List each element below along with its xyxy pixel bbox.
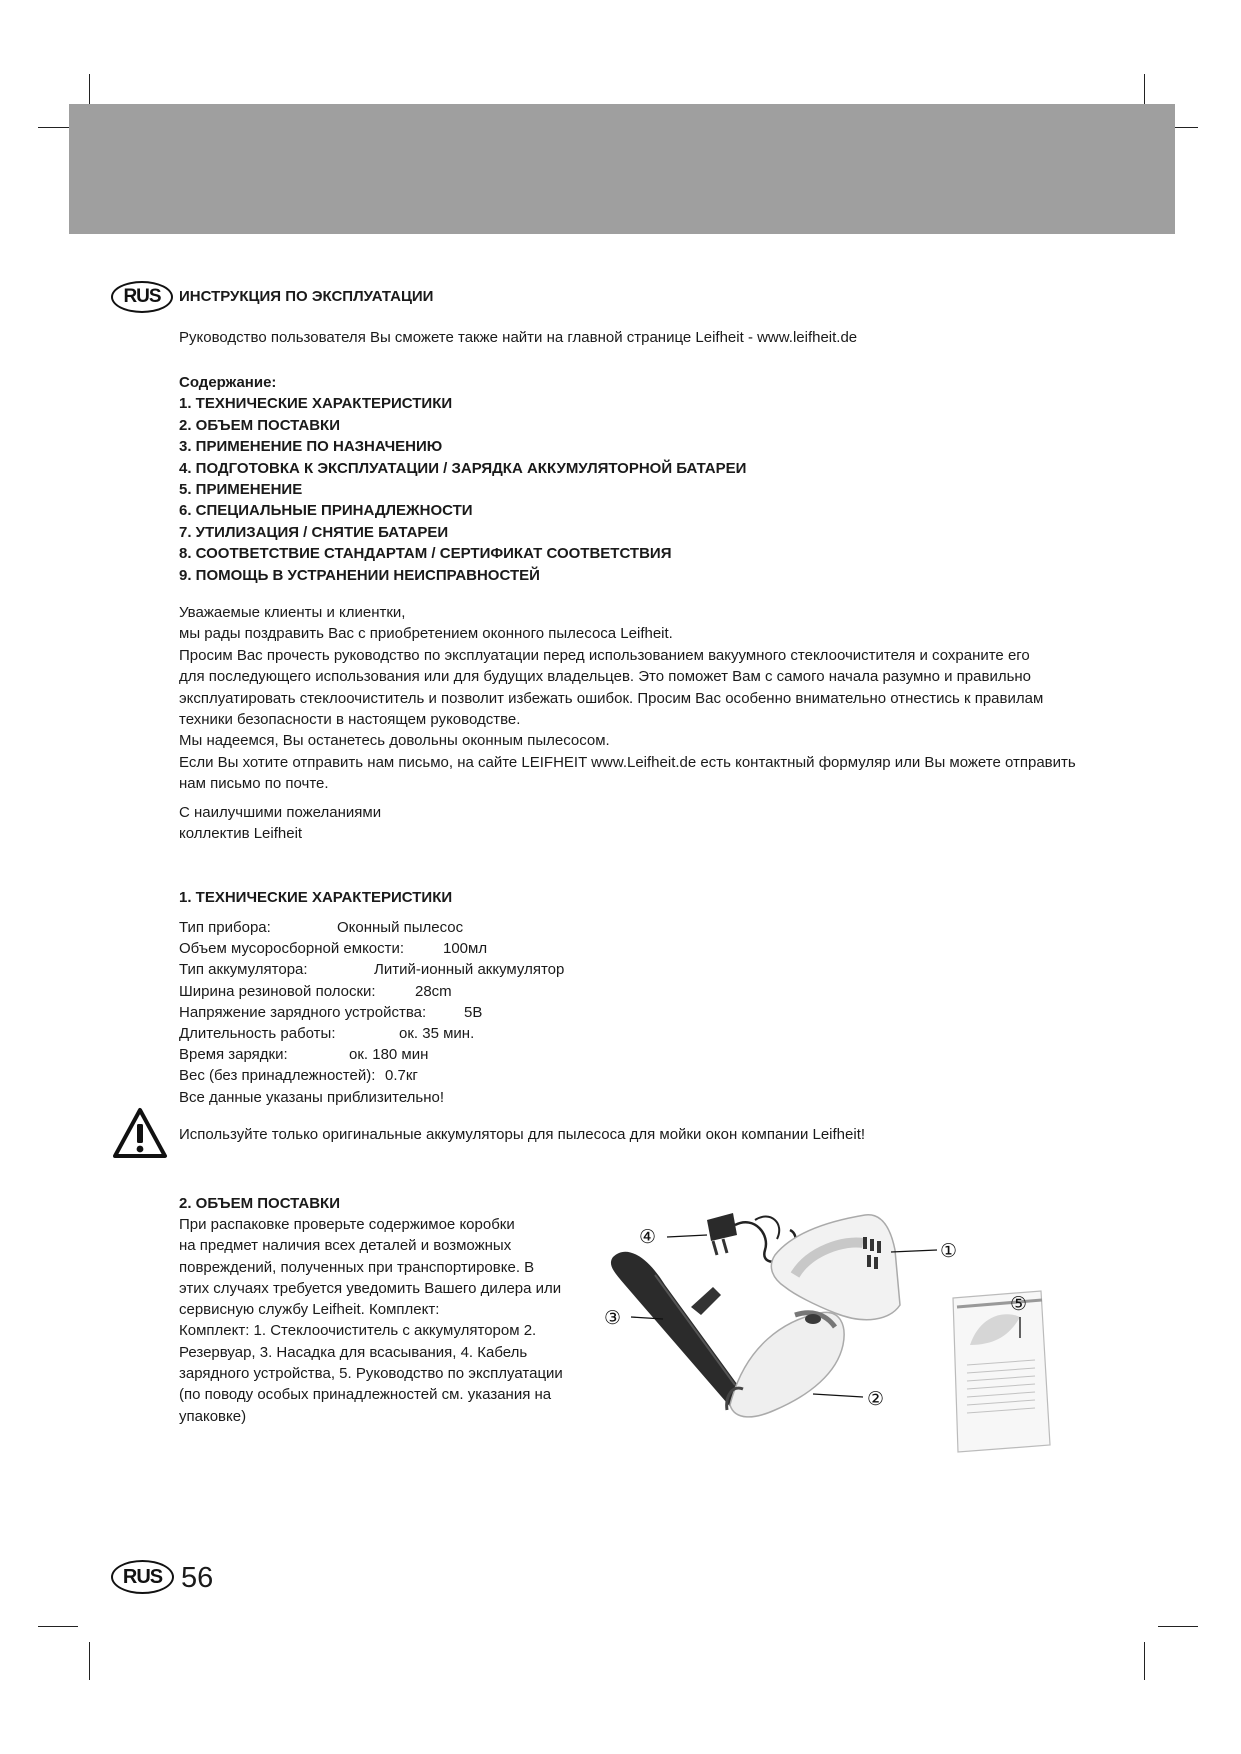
delivery-line: сервисную службу Leifheit. Комплект:: [179, 1301, 440, 1319]
spec-value: ок. 180 мин: [349, 1046, 429, 1064]
toc-item: 3. ПРИМЕНЕНИЕ ПО НАЗНАЧЕНИЮ: [179, 438, 443, 456]
spec-value: Оконный пылесос: [337, 919, 464, 936]
delivery-heading: 2. ОБЪЕМ ПОСТАВКИ: [179, 1195, 340, 1212]
page-title: ИНСТРУКЦИЯ ПО ЭКСПЛУАТАЦИИ: [179, 288, 434, 305]
toc-item: 6. СПЕЦИАЛЬНЫЕ ПРИНАДЛЕЖНОСТИ: [179, 502, 473, 520]
letter-closing: [179, 802, 381, 845]
crop-mark: [89, 1642, 90, 1680]
water-tank-image: [727, 1312, 844, 1417]
letter-body: [179, 602, 1076, 795]
warning-text: Используйте только оригинальные аккумуляторы для пылесоса для мойки окон компании Leifheit!: [179, 1126, 866, 1143]
callout-line: [813, 1394, 863, 1397]
warning-triangle-icon: [112, 1107, 168, 1159]
toc-heading: Содержание:: [179, 374, 277, 391]
delivery-line: упаковке): [179, 1407, 247, 1425]
spec-value: 100мл: [443, 940, 488, 958]
language-badge: RUS: [111, 281, 173, 313]
callout-line: [667, 1235, 707, 1237]
delivery-line: Комплект: 1. Стеклоочиститель с аккумулятором 2.: [179, 1322, 537, 1340]
letter-line: Просим Вас прочесть руководство по эксплуатации перед использованием вакуумного стеклоочистителя и сохраните его: [179, 646, 1030, 664]
delivery-line: этих случаях требуется уведомить Вашего дилера или: [179, 1279, 562, 1297]
header-band: [69, 104, 1175, 234]
letter-line: техники безопасности в настоящем руководстве.: [179, 711, 521, 729]
delivery-line: на предмет наличия всех деталей и возможных: [179, 1237, 512, 1255]
closing-line: С наилучшими пожеланиями: [179, 804, 382, 821]
spec-value: Литий-ионный аккумулятор: [374, 961, 565, 979]
closing-line: коллектив Leifheit: [179, 825, 303, 843]
delivery-line: При распаковке проверьте содержимое коробки: [179, 1216, 515, 1233]
toc-item: 5. ПРИМЕНЕНИЕ: [179, 481, 303, 499]
crop-mark: [38, 1626, 78, 1627]
manual-image: [953, 1291, 1050, 1452]
spec-label: Время зарядки:: [179, 1046, 288, 1064]
crop-mark: [1158, 1626, 1198, 1627]
delivery-contents-photo: [595, 1195, 1095, 1465]
spec-label: Вес (без принадлежностей):: [179, 1067, 376, 1085]
spec-label: Напряжение зарядного устройства:: [179, 1003, 427, 1021]
callout-label-1: ①: [940, 1240, 958, 1262]
spec-label: Тип прибора:: [179, 919, 271, 936]
letter-line: эксплуатировать стеклоочиститель и позволит избежать ошибок. Просим Вас особенно внимательно отнестись к правилам: [179, 689, 1044, 707]
toc-item: 1. ТЕХНИЧЕСКИЕ ХАРАКТЕРИСТИКИ: [179, 395, 453, 413]
delivery-line: Резервуар, 3. Насадка для всасывания, 4. Кабель: [179, 1343, 528, 1361]
spec-label: Объем мусоросборной емкости:: [179, 940, 405, 958]
page-number: 56: [181, 1562, 214, 1594]
delivery-body: [179, 1214, 563, 1427]
toc-item: 7. УТИЛИЗАЦИЯ / СНЯТИЕ БАТАРЕИ: [179, 523, 449, 541]
delivery-line: (по поводу особых принадлежностей см. указания на: [179, 1386, 552, 1404]
callout-label-2: ②: [867, 1388, 885, 1410]
toc-item: 9. ПОМОЩЬ В УСТРАНЕНИИ НЕИСПРАВНОСТЕЙ: [179, 566, 540, 584]
spec-note-text: Все данные указаны приблизительно!: [179, 1088, 445, 1106]
delivery-line: повреждений, полученных при транспортировке. В: [179, 1258, 535, 1276]
callout-label-3: ③: [604, 1307, 622, 1329]
footer-language-badge: RUS: [111, 1560, 174, 1594]
letter-line: Если Вы хотите отправить нам письмо, на сайте LEIFHEIT www.Leifheit.de есть контактный формуляр или Вы можете отправить: [179, 753, 1076, 771]
spec-label: Тип аккумулятора:: [179, 961, 308, 979]
intro-line: Руководство пользователя Вы сможете также найти на главной странице Leifheit - www.leifheit.de: [179, 329, 858, 346]
letter-line: мы рады поздравить Вас с приобретением оконного пылесоса Leifheit.: [179, 625, 673, 643]
letter-line: Уважаемые клиенты и клиентки,: [179, 604, 406, 621]
delivery-line: зарядного устройства, 5. Руководство по эксплуатации: [179, 1365, 563, 1383]
spec-value: ок. 35 мин.: [399, 1024, 475, 1042]
spec-value: 5В: [464, 1003, 483, 1021]
letter-line: для последующего использования или для будущих владельцев. Это поможет Вам с самого начала разумно и правильно: [179, 668, 1032, 686]
spec-label: Длительность работы:: [179, 1024, 336, 1042]
spec-label: Ширина резиновой полоски:: [179, 982, 376, 1000]
table-of-contents: [179, 372, 746, 586]
toc-item: 4. ПОДГОТОВКА К ЭКСПЛУАТАЦИИ / ЗАРЯДКА АККУМУЛЯТОРНОЙ БАТАРЕИ: [179, 459, 747, 477]
crop-mark: [1144, 1642, 1145, 1680]
specs-heading: 1. ТЕХНИЧЕСКИЕ ХАРАКТЕРИСТИКИ: [179, 889, 453, 906]
toc-item: 2. ОБЪЕМ ПОСТАВКИ: [179, 416, 340, 434]
spec-value: 28cm: [415, 982, 452, 1000]
letter-line: Мы надеемся, Вы останетесь довольны оконным пылесосом.: [179, 732, 610, 750]
spec-value: 0.7кг: [385, 1067, 418, 1085]
callout-label-5: ⑤: [1010, 1293, 1028, 1315]
suction-nozzle-image: [611, 1252, 748, 1413]
callout-label-4: ④: [639, 1226, 657, 1248]
letter-line: нам письмо по почте.: [179, 775, 329, 793]
callout-line: [891, 1250, 937, 1252]
toc-item: 8. СООТВЕТСТВИЕ СТАНДАРТАМ / СЕРТИФИКАТ СООТВЕТСТВИЯ: [179, 545, 672, 563]
